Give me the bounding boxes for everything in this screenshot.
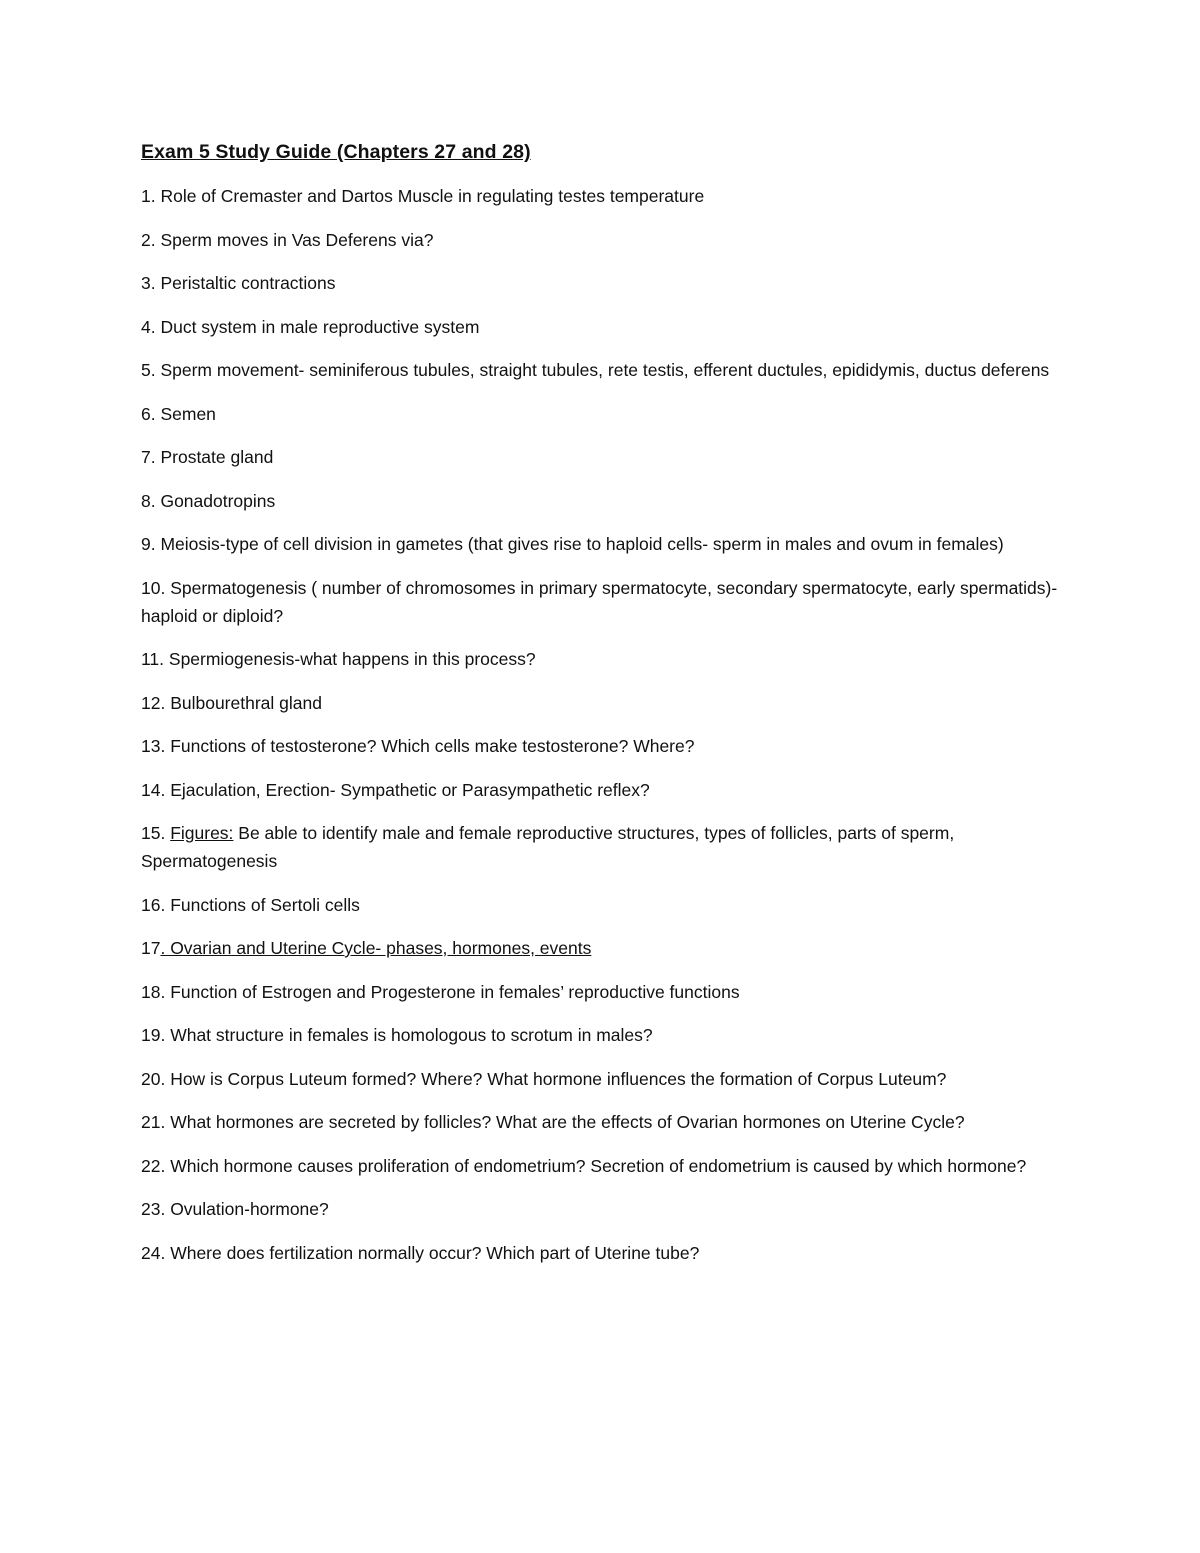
list-item: 2. Sperm moves in Vas Deferens via? [141, 229, 434, 250]
list-item: 4. Duct system in male reproductive system [141, 316, 480, 337]
list-item: 24. Where does fertilization normally occur? Which part of Uterine tube? [141, 1242, 700, 1263]
list-item: 23. Ovulation-hormone? [141, 1199, 329, 1219]
list-item: 18. Function of Estrogen and Progesterone in females’ reproductive functions [141, 981, 740, 1002]
list-item: 8. Gonadotropins [141, 490, 276, 511]
list-item: 9. Meiosis-type of cell division in gametes (that gives rise to haploid cells- sperm in males and ovum in females) [141, 534, 1004, 554]
item-text: Be able to identify male and female reproductive structures, types of follicles, parts of sperm, Spermatogenesis [141, 823, 955, 871]
list-item: 22. Which hormone causes proliferation of endometrium? Secretion of endometrium is caused by which hormone? [141, 1155, 1027, 1176]
item-text-underlined: . Ovarian and Uterine Cycle- phases, hormones, events [160, 938, 592, 958]
list-item: 20. How is Corpus Luteum formed? Where? What hormone influences the formation of Corpus Luteum? [141, 1068, 947, 1089]
item-number: 15. [141, 823, 171, 843]
figures-label: Figures: [170, 823, 234, 843]
list-item: 19. What structure in females is homologous to scrotum in males? [141, 1025, 653, 1045]
list-item: 10. Spermatogenesis ( number of chromosomes in primary spermatocyte, secondary spermatocyte, early spermatids)- haploid or diploid? [141, 577, 1058, 626]
list-item: 21. What hormones are secreted by follicles? What are the effects of Ovarian hormones on Uterine Cycle? [141, 1112, 965, 1132]
list-item: 12. Bulbourethral gland [141, 692, 322, 713]
list-item: 3. Peristaltic contractions [141, 273, 336, 293]
list-item: 13. Functions of testosterone? Which cells make testosterone? Where? [141, 736, 695, 756]
list-item: 5. Sperm movement- seminiferous tubules, straight tubules, rete testis, efferent ductules, epididymis, ductus deferens [141, 360, 1050, 380]
item-number: 17 [141, 938, 161, 958]
document-title: Exam 5 Study Guide (Chapters 27 and 28) [141, 141, 531, 163]
list-item [141, 934, 1076, 962]
document-content [141, 140, 1076, 1282]
list-item: 16. Functions of Sertoli cells [141, 894, 360, 915]
list-item: 14. Ejaculation, Erection- Sympathetic or Parasympathetic reflex? [141, 779, 650, 800]
list-item: 6. Semen [141, 403, 216, 424]
list-item: 7. Prostate gland [141, 447, 274, 467]
list-item [141, 819, 1076, 875]
list-item: 11. Spermiogenesis-what happens in this process? [141, 649, 536, 669]
list-item: 1. Role of Cremaster and Dartos Muscle in regulating testes temperature [141, 186, 705, 206]
